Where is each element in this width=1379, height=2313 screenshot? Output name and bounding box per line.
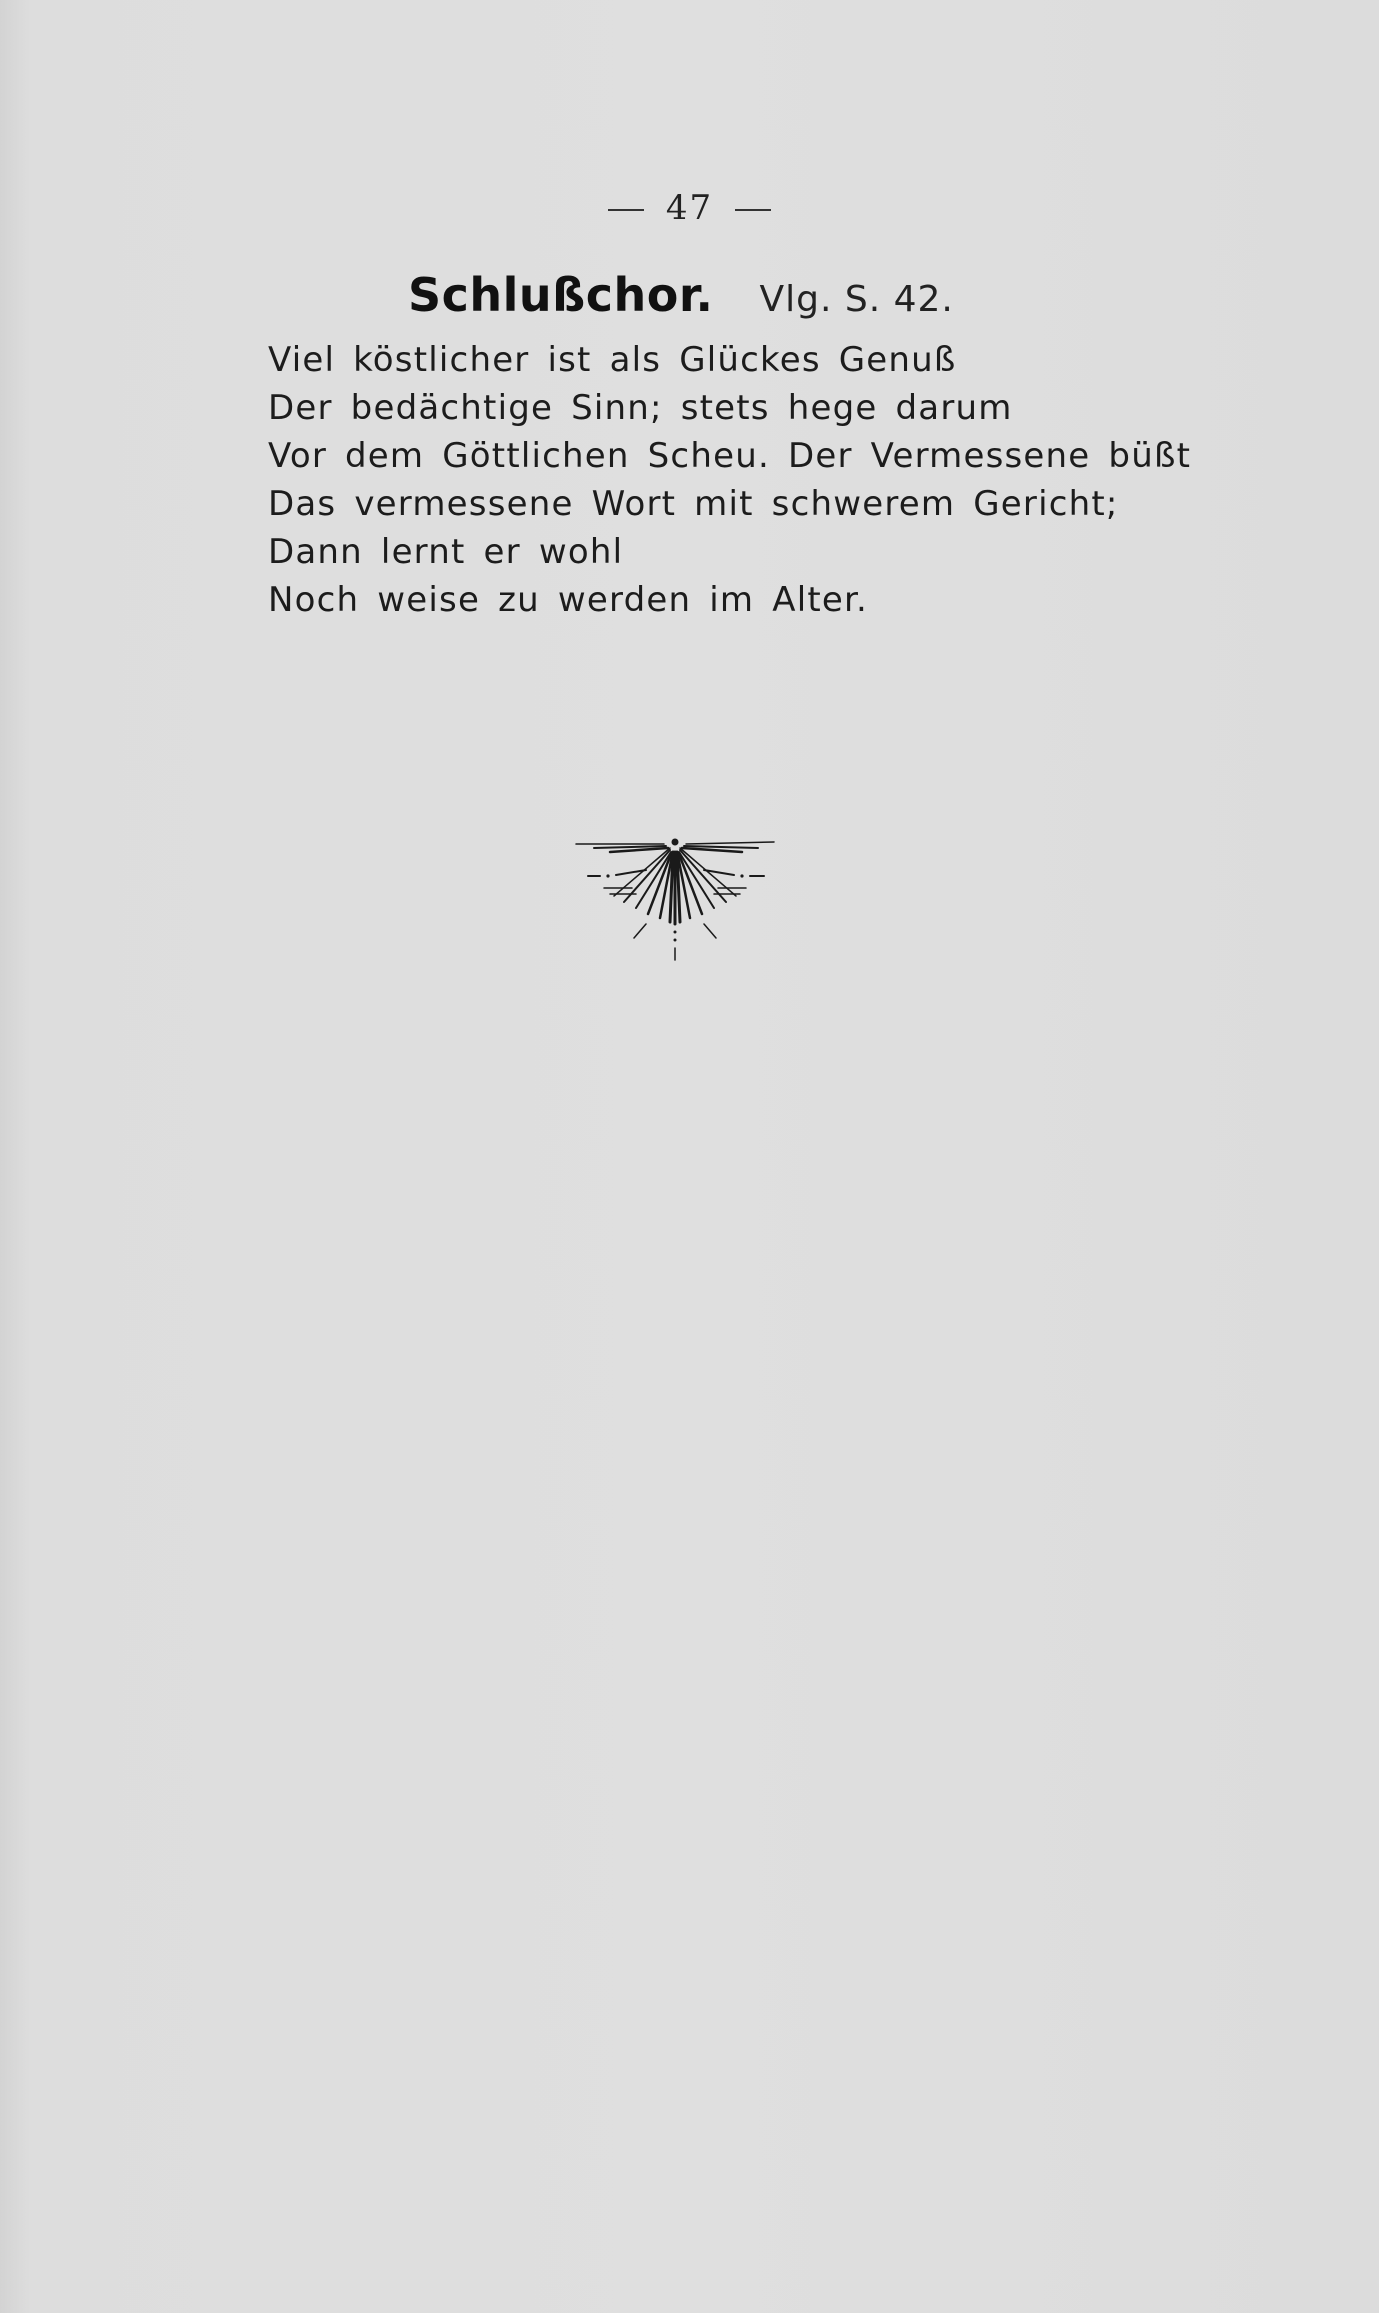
page-number-line [0,188,1379,228]
verse-line: Noch weise zu werden im Alter. [268,580,869,620]
heading-reference: Vlg. S. 42. [759,279,954,320]
heading-title: Schlußchor. [408,268,714,322]
right-dash [735,209,771,211]
verse-line: Vor dem Göttlichen Scheu. Der Vermessene büßt [268,436,1192,476]
verse-line: Das vermessene Wort mit schwerem Gericht; [268,484,1119,524]
verse-line: Der bedächtige Sinn; stets hege darum [268,388,1013,428]
left-dash [608,209,644,211]
poem-verses [268,336,1191,624]
verse-line: Viel köstlicher ist als Glückes Genuß [268,340,957,380]
fan-ornament-icon [574,832,778,966]
page-number: 47 [665,188,714,228]
section-heading [408,268,954,322]
verse-line: Dann lernt er wohl [268,532,624,572]
